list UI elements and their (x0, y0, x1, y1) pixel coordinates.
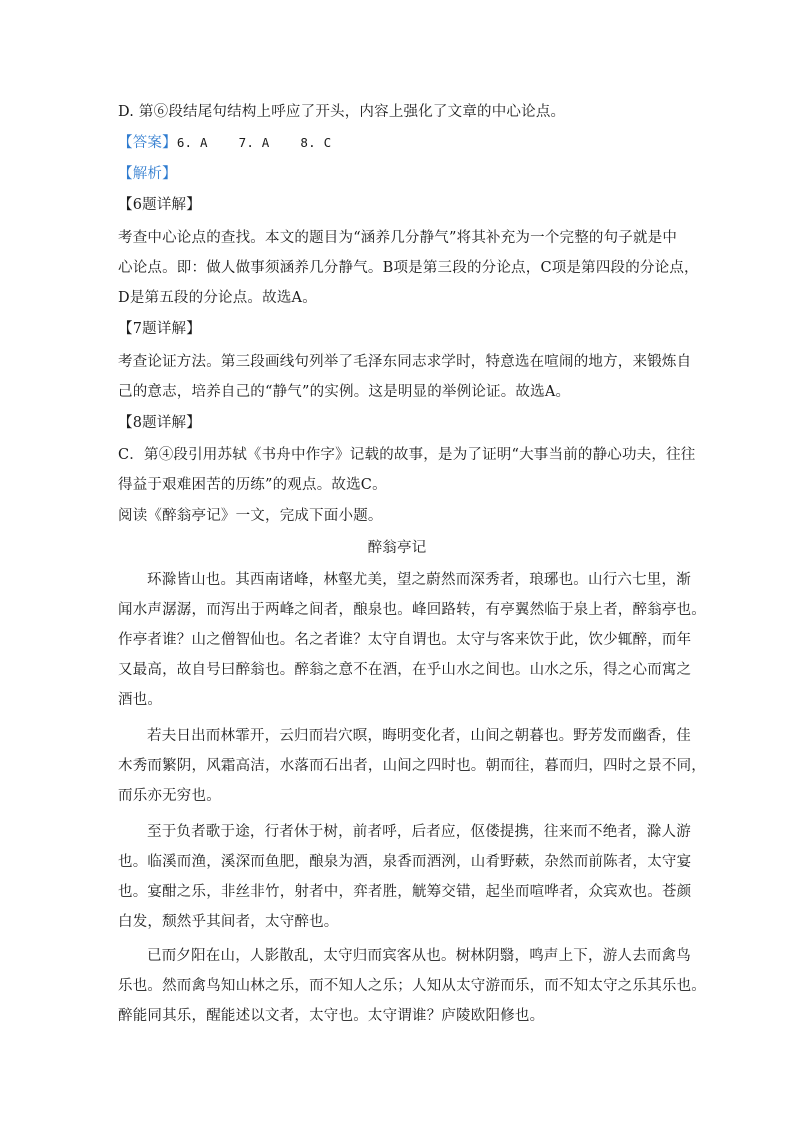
q7-text-line-1: 考查论证方法。第三段画线句列举了毛泽东同志求学时，特意选在喧闹的地方，来锻炼自 (118, 354, 692, 370)
answer-line (118, 133, 331, 153)
q7-text-line-2: 己的意志，培养自己的“静气”的实例。这是明显的举例论证。故选A。 (118, 384, 571, 400)
reading-instruction: 阅读《醉翁亭记》一文，完成下面小题。 (118, 508, 383, 524)
q6-text-line-1: 考查中心论点的查找。本文的题目为“涵养几分静气”将其补充为一个完整的句子就是中 (118, 230, 678, 246)
paragraph-2-line-3: 而乐亦无穷也。 (118, 788, 221, 804)
option-d-line (118, 102, 565, 122)
q7-heading: 【7题详解】 (118, 321, 201, 337)
text-line: D. 第⑥段结尾句结构上呼应了开头，内容上强化了文章的中心论点。 (118, 104, 566, 120)
paragraph-2-line-2: 木秀而繁阴，风霜高洁，水落而石出者，山间之四时也。朝而往，暮而归，四时之景不同， (118, 758, 706, 774)
paragraph-3-line-2: 也。临溪而渔，溪深而鱼肥，酿泉为酒，泉香而酒洌，山肴野蔌，杂然而前陈者，太守宴 (118, 854, 692, 870)
paragraph-1-line-1: 环滁皆山也。其西南诸峰，林壑尤美，望之蔚然而深秀者，琅琊也。山行六七里，渐 (147, 572, 691, 588)
paragraph-1-line-3: 作亭者谁？山之僧智仙也。名之者谁？太守自谓也。太守与客来饮于此，饮少辄醉，而年 (118, 632, 692, 648)
paragraph-1-line-2: 闻水声潺潺，而泻出于两峰之间者，酿泉也。峰回路转，有亭翼然临于泉上者，醉翁亭也。 (118, 602, 706, 618)
paragraph-4-line-3: 醉能同其乐，醒能述以文者，太守也。太守谓谁？庐陵欧阳修也。 (118, 1008, 545, 1024)
q8-text-line-2: 得益于艰难困苦的历练”的观点。故选C。 (118, 477, 387, 493)
answer-values: 6. A 7. A 8. C (176, 135, 332, 150)
paragraph-2-line-1: 若夫日出而林霏开，云归而岩穴暝，晦明变化者，山间之朝暮也。野芳发而幽香，佳 (147, 728, 691, 744)
q8-heading: 【8题详解】 (118, 415, 201, 431)
q6-text-line-2: 心论点。即：做人做事须涵养几分静气。B项是第三段的分论点，C项是第四段的分论点， (118, 260, 699, 276)
paragraph-3-line-3: 也。宴酣之乐，非丝非竹，射者中，弈者胜，觥筹交错，起坐而喧哗者，众宾欢也。苍颜 (118, 884, 692, 900)
paragraph-1-line-5: 酒也。 (118, 692, 163, 708)
paragraph-4-line-2: 乐也。然而禽鸟知山林之乐，而不知人之乐；人知从太守游而乐，而不知太守之乐其乐也。 (118, 978, 706, 994)
q8-text-line-1: C．第④段引用苏轼《书舟中作字》记载的故事，是为了证明“大事当前的静心功夫，往往 (118, 447, 696, 463)
q6-heading: 【6题详解】 (118, 197, 201, 213)
passage-title: 醉翁亭记 (367, 540, 427, 556)
paragraph-4-line-1: 已而夕阳在山，人影散乱，太守归而宾客从也。树林阴翳，鸣声上下，游人去而禽鸟 (147, 948, 691, 964)
q6-text-line-3: D是第五段的分论点。故选A。 (118, 290, 317, 306)
paragraph-3-line-1: 至于负者歌于途，行者休于树，前者呼，后者应，伛偻提携，往来而不绝者，滁人游 (147, 824, 691, 840)
paragraph-3-line-4: 白发，颓然乎其间者，太守醉也。 (118, 914, 339, 930)
paragraph-1-line-4: 又最高，故自号曰醉翁也。醉翁之意不在酒，在乎山水之间也。山水之乐，得之心而寓之 (118, 662, 692, 678)
answer-tag: 【答案】 (118, 135, 177, 151)
analysis-tag: 【解析】 (118, 166, 177, 182)
